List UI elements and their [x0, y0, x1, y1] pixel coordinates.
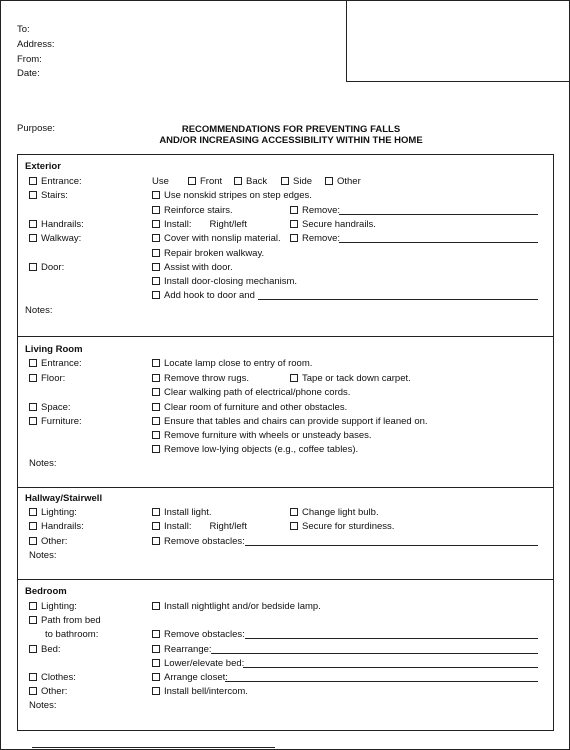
install-light-check[interactable] — [152, 506, 212, 519]
hallway-section — [17, 487, 554, 580]
checkbox[interactable] — [234, 177, 242, 185]
checkbox[interactable] — [152, 630, 160, 638]
purpose-label: Purpose: — [17, 123, 56, 134]
walkway-remove-check[interactable] — [290, 232, 340, 245]
hall-obstacles-check[interactable] — [152, 535, 245, 548]
checkbox[interactable] — [290, 522, 298, 530]
checkbox[interactable] — [29, 403, 37, 411]
date-field[interactable] — [17, 67, 40, 80]
lower-label: Lower/elevate bed: — [164, 658, 245, 669]
lighting-label: Lighting: — [41, 507, 77, 518]
secure-handrails-label: Secure handrails. — [302, 219, 376, 230]
rugs-label: Remove throw rugs. — [164, 373, 250, 384]
hook-check[interactable] — [152, 289, 255, 302]
nonskid-label: Use nonskid stripes on step edges. — [164, 190, 312, 201]
use-label: Use — [152, 176, 169, 187]
stairs-check[interactable] — [29, 189, 68, 202]
low-label: Remove low-lying objects (e.g., coffee tables). — [164, 444, 359, 455]
checkbox[interactable] — [29, 508, 37, 516]
bed-other-check[interactable] — [29, 685, 67, 698]
change-bulb-label: Change light bulb. — [302, 507, 379, 518]
checkbox[interactable] — [290, 234, 298, 242]
checkbox[interactable] — [29, 673, 37, 681]
from-label: From: — [17, 54, 42, 65]
nightlight-check[interactable] — [152, 600, 321, 613]
handrails-label: Handrails: — [41, 219, 84, 230]
checkbox[interactable] — [29, 220, 37, 228]
tape-check[interactable] — [290, 372, 411, 385]
other-label: Other: — [41, 686, 68, 697]
bed-obstacles-line[interactable] — [245, 638, 538, 639]
floor-check[interactable] — [29, 372, 65, 385]
cords-label: Clear walking path of electrical/phone cords. — [164, 387, 351, 398]
bed-lighting-check[interactable] — [29, 600, 77, 613]
handrails-label: Handrails: — [41, 521, 84, 532]
hall-obstacles-line[interactable] — [245, 545, 538, 546]
bell-label: Install bell/intercom. — [164, 686, 248, 697]
rearrange-line[interactable] — [211, 653, 538, 654]
bed-check[interactable] — [29, 643, 61, 656]
furniture-check[interactable] — [29, 415, 82, 428]
checkbox[interactable] — [152, 277, 160, 285]
exterior-section — [17, 154, 554, 337]
assist-label: Assist with door. — [164, 262, 233, 273]
form-title — [151, 124, 431, 146]
bell-check[interactable] — [152, 685, 248, 698]
secure-label: Secure for sturdiness. — [302, 521, 395, 532]
rightleft-label: Right/left — [209, 219, 247, 230]
secure-check[interactable] — [290, 520, 394, 533]
living-room-section — [17, 336, 554, 488]
hallway-title: Hallway/Stairwell — [25, 493, 103, 504]
hall-other-check[interactable] — [29, 535, 67, 548]
lighting-label: Lighting: — [41, 601, 77, 612]
other-label: Other — [337, 176, 361, 187]
hall-lighting-check[interactable] — [29, 506, 77, 519]
checkbox[interactable] — [152, 508, 160, 516]
handrails-check[interactable] — [29, 218, 84, 231]
checkbox[interactable] — [152, 537, 160, 545]
checkbox[interactable] — [152, 602, 160, 610]
clear-room-check[interactable] — [152, 401, 347, 414]
door-label: Door: — [41, 262, 65, 273]
side-label: Side — [293, 176, 313, 187]
entrance-label: Entrance: — [41, 176, 82, 187]
checkbox[interactable] — [325, 177, 333, 185]
checkbox[interactable] — [152, 374, 160, 382]
clothes-check[interactable] — [29, 671, 76, 684]
hook-label: Add hook to door and — [164, 290, 255, 301]
checkbox[interactable] — [152, 431, 160, 439]
cover-check[interactable] — [152, 232, 281, 245]
path-check[interactable] — [29, 614, 101, 627]
bedroom-notes-label: Notes: — [29, 700, 57, 711]
wheels-label: Remove furniture with wheels or unsteady bases. — [164, 430, 372, 441]
hall-install-check[interactable] — [152, 520, 247, 533]
checkbox[interactable] — [290, 508, 298, 516]
assist-check[interactable] — [152, 261, 233, 274]
install-label: Install: — [164, 521, 192, 532]
checkbox[interactable] — [29, 374, 37, 382]
lamp-check[interactable] — [152, 357, 312, 370]
walkway-remove-line[interactable] — [339, 242, 538, 243]
remove-label: Remove: — [302, 233, 341, 244]
reinforce-check[interactable] — [152, 204, 233, 217]
to-label: To: — [17, 24, 30, 35]
checkbox[interactable] — [29, 191, 37, 199]
front-label: Front — [200, 176, 223, 187]
side-check[interactable] — [281, 175, 312, 188]
front-check[interactable] — [188, 175, 222, 188]
checkbox[interactable] — [29, 616, 37, 624]
address-field[interactable] — [17, 38, 55, 51]
address-label: Address: — [17, 39, 55, 50]
date-label: Date: — [17, 68, 40, 79]
remove-label: Remove: — [302, 205, 341, 216]
exterior-notes-label: Notes: — [25, 305, 53, 316]
checkbox[interactable] — [152, 234, 160, 242]
obstacles-label: Remove obstacles: — [164, 629, 245, 640]
hall-handrails-check[interactable] — [29, 520, 84, 533]
lower-line[interactable] — [243, 667, 538, 668]
rightleft-label: Right/left — [209, 521, 247, 532]
checkbox[interactable] — [290, 220, 298, 228]
checkbox[interactable] — [152, 388, 160, 396]
living-entrance-check[interactable] — [29, 357, 82, 370]
lower-check[interactable] — [152, 657, 244, 670]
cords-check[interactable] — [152, 386, 350, 399]
checkbox[interactable] — [29, 263, 37, 271]
clothes-label: Clothes: — [41, 672, 76, 683]
other-label: Other: — [41, 536, 68, 547]
other-check[interactable] — [325, 175, 361, 188]
secure-handrails-check[interactable] — [290, 218, 376, 231]
furniture-label: Furniture: — [41, 416, 82, 427]
hallway-notes-label: Notes: — [29, 550, 57, 561]
tape-label: Tape or tack down carpet. — [302, 373, 411, 384]
checkbox[interactable] — [152, 291, 160, 299]
living-notes-label: Notes: — [29, 458, 57, 469]
checkbox[interactable] — [152, 417, 160, 425]
stairs-remove-check[interactable] — [290, 204, 340, 217]
stairs-label: Stairs: — [41, 190, 68, 201]
handrails-install-check[interactable] — [152, 218, 247, 231]
checkbox[interactable] — [152, 191, 160, 199]
clear-room-label: Clear room of furniture and other obstacles. — [164, 402, 348, 413]
checkbox[interactable] — [152, 359, 160, 367]
wheels-check[interactable] — [152, 429, 372, 442]
checkbox[interactable] — [152, 522, 160, 530]
obstacles-label: Remove obstacles: — [164, 536, 245, 547]
bed-obstacles-check[interactable] — [152, 628, 245, 641]
checkbox[interactable] — [29, 522, 37, 530]
checkbox[interactable] — [29, 687, 37, 695]
checkbox[interactable] — [188, 177, 196, 185]
checkbox[interactable] — [152, 659, 160, 667]
lamp-label: Locate lamp close to entry of room. — [164, 358, 313, 369]
cover-label: Cover with nonslip material. — [164, 233, 281, 244]
floor-label: Floor: — [41, 373, 66, 384]
checkbox[interactable] — [29, 602, 37, 610]
walkway-check[interactable] — [29, 232, 81, 245]
door-check[interactable] — [29, 261, 64, 274]
checkbox[interactable] — [29, 234, 37, 242]
tables-label: Ensure that tables and chairs can provide support if leaned on. — [164, 416, 428, 427]
from-field[interactable] — [17, 53, 42, 66]
checkbox[interactable] — [152, 220, 160, 228]
closing-label: Install door-closing mechanism. — [164, 276, 298, 287]
nonskid-check[interactable] — [152, 189, 312, 202]
install-label: Install: — [164, 219, 192, 230]
checkbox[interactable] — [281, 177, 289, 185]
rearrange-check[interactable] — [152, 643, 212, 656]
repair-label: Repair broken walkway. — [164, 248, 265, 259]
space-label: Space: — [41, 402, 71, 413]
closing-check[interactable] — [152, 275, 297, 288]
rugs-check[interactable] — [152, 372, 249, 385]
to-field[interactable] — [17, 23, 30, 36]
path-label-1: Path from bed — [41, 615, 101, 626]
bed-label: Bed: — [41, 644, 61, 655]
nightlight-label: Install nightlight and/or bedside lamp. — [164, 601, 321, 612]
checkbox[interactable] — [29, 177, 37, 185]
tables-check[interactable] — [152, 415, 428, 428]
entrance-label: Entrance: — [41, 358, 82, 369]
checkbox[interactable] — [152, 445, 160, 453]
living-room-title: Living Room — [25, 344, 83, 355]
checkbox[interactable] — [152, 263, 160, 271]
stairs-remove-line[interactable] — [339, 214, 538, 215]
exterior-entrance-check[interactable] — [29, 175, 82, 188]
repair-check[interactable] — [152, 247, 264, 260]
back-check[interactable] — [234, 175, 267, 188]
exterior-title: Exterior — [25, 161, 61, 172]
checkbox[interactable] — [152, 673, 160, 681]
checkbox[interactable] — [152, 206, 160, 214]
office-use-box — [346, 0, 570, 82]
closet-label: Arrange closet: — [164, 672, 228, 683]
install-light-label: Install light. — [164, 507, 212, 518]
form-title-line-1: RECOMMENDATIONS FOR PREVENTING FALLS — [181, 124, 401, 135]
closet-check[interactable] — [152, 671, 228, 684]
walkway-label: Walkway: — [41, 233, 82, 244]
rearrange-label: Rearrange: — [164, 644, 212, 655]
low-check[interactable] — [152, 443, 358, 456]
path-label-2: to bathroom: — [45, 629, 99, 640]
checkbox[interactable] — [29, 359, 37, 367]
checkbox[interactable] — [29, 537, 37, 545]
checkbox[interactable] — [29, 417, 37, 425]
form-title-line-2: AND/OR INCREASING ACCESSIBILITY WITHIN THE HOME — [159, 135, 423, 146]
back-label: Back — [246, 176, 268, 187]
closet-line[interactable] — [225, 681, 538, 682]
hook-line[interactable] — [258, 299, 538, 300]
checkbox[interactable] — [152, 249, 160, 257]
checkbox[interactable] — [29, 645, 37, 653]
checkbox[interactable] — [290, 374, 298, 382]
checkbox[interactable] — [152, 403, 160, 411]
change-bulb-check[interactable] — [290, 506, 379, 519]
bedroom-section — [17, 579, 554, 731]
checkbox[interactable] — [152, 687, 160, 695]
reinforce-label: Reinforce stairs. — [164, 205, 233, 216]
checkbox[interactable] — [290, 206, 298, 214]
space-check[interactable] — [29, 401, 71, 414]
checkbox[interactable] — [152, 645, 160, 653]
bedroom-title: Bedroom — [25, 586, 67, 597]
